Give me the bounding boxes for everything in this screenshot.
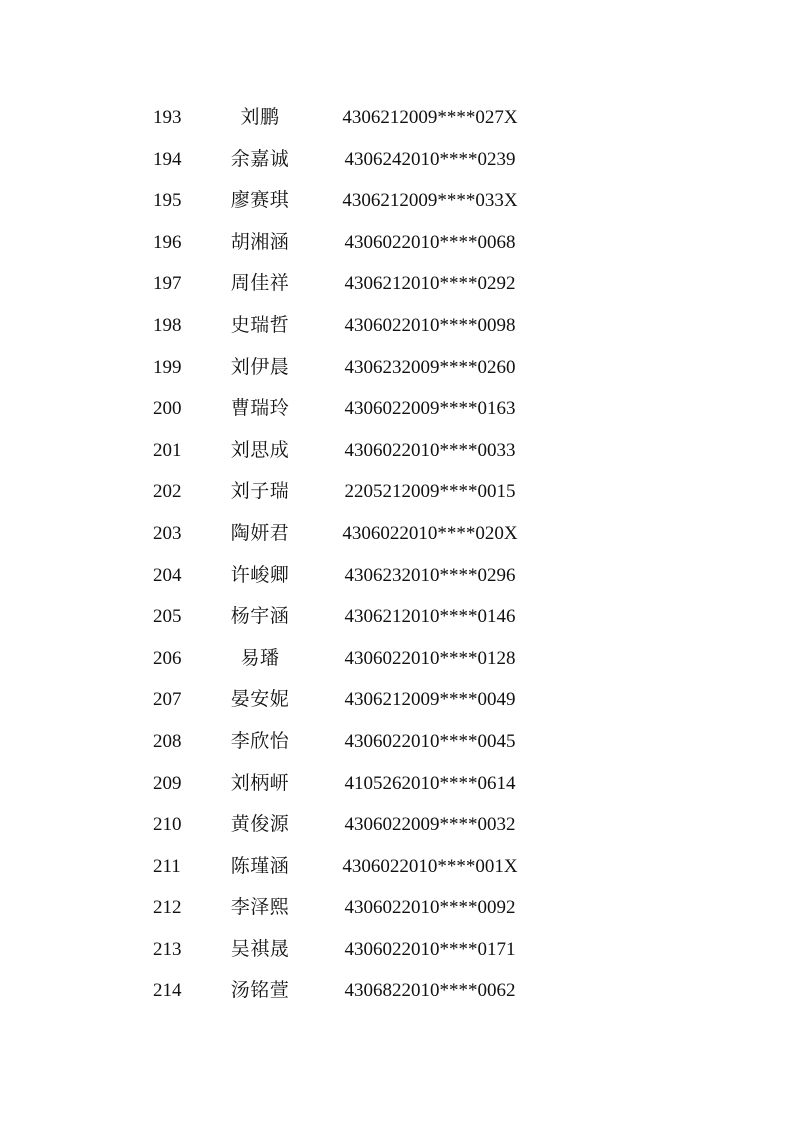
row-number: 211 xyxy=(153,855,181,877)
row-number: 194 xyxy=(153,148,182,170)
roster-row xyxy=(0,180,793,222)
roster-row xyxy=(0,638,793,680)
masked-id-number: 4306022010****0171 xyxy=(344,938,516,960)
roster-row xyxy=(0,970,793,1012)
row-number: 193 xyxy=(153,107,182,128)
roster-row xyxy=(0,596,793,638)
roster-row xyxy=(0,929,793,971)
student-name: 李欣怡 xyxy=(230,729,290,752)
masked-id-number: 4306232009****0260 xyxy=(344,356,516,378)
student-name: 廖赛琪 xyxy=(230,189,290,212)
masked-id-number: 4306022010****0033 xyxy=(344,439,516,461)
roster-row xyxy=(0,555,793,597)
row-number: 197 xyxy=(153,273,182,295)
row-number: 214 xyxy=(153,980,182,1002)
row-number: 199 xyxy=(153,356,182,378)
student-name: 史瑞哲 xyxy=(230,313,290,336)
roster-row xyxy=(0,347,793,389)
roster-row xyxy=(0,139,793,181)
student-name: 刘子瑞 xyxy=(230,480,290,503)
masked-id-number: 4306022010****0068 xyxy=(344,231,516,253)
row-number: 202 xyxy=(153,481,182,503)
student-name: 周佳祥 xyxy=(230,272,290,295)
roster-row xyxy=(0,763,793,805)
row-number: 208 xyxy=(153,730,182,752)
row-number: 196 xyxy=(153,231,182,253)
row-number: 203 xyxy=(153,522,182,544)
row-number: 209 xyxy=(153,772,182,794)
roster-row xyxy=(0,679,793,721)
student-name: 刘思成 xyxy=(230,438,290,461)
roster-row xyxy=(0,305,793,347)
masked-id-number: 4306022010****0092 xyxy=(344,897,516,919)
roster-row xyxy=(0,222,793,264)
student-name: 刘伊晨 xyxy=(230,355,290,378)
student-name: 易璠 xyxy=(240,646,280,669)
masked-id-number: 4105262010****0614 xyxy=(344,772,516,794)
roster-row xyxy=(0,513,793,555)
masked-id-number: 4306212010****0292 xyxy=(344,273,516,295)
masked-id-number: 4306022010****0098 xyxy=(344,314,516,336)
roster-row xyxy=(0,430,793,472)
student-name: 吴祺晟 xyxy=(230,937,290,960)
row-number: 195 xyxy=(153,190,182,212)
masked-id-number: 4306022010****0128 xyxy=(344,647,516,669)
roster-row xyxy=(0,471,793,513)
masked-id-number: 4306242010****0239 xyxy=(344,148,516,170)
masked-id-number: 4306212009****033X xyxy=(342,190,518,212)
roster-row xyxy=(0,804,793,846)
masked-id-number: 4306212009****027X xyxy=(342,107,518,128)
roster-row xyxy=(0,846,793,888)
row-number: 206 xyxy=(153,647,182,669)
row-number: 198 xyxy=(153,314,182,336)
student-name: 刘鹏 xyxy=(240,106,280,128)
student-name: 晏安妮 xyxy=(230,688,290,711)
student-name: 陶妍君 xyxy=(230,521,290,544)
row-number: 207 xyxy=(153,689,182,711)
student-name: 黄俊源 xyxy=(230,813,290,836)
student-name: 陈瑾涵 xyxy=(230,854,290,877)
roster-row xyxy=(0,97,793,139)
student-name: 许峻卿 xyxy=(230,563,290,586)
student-name: 李泽熙 xyxy=(230,896,290,919)
roster-row xyxy=(0,263,793,305)
masked-id-number: 4306022010****001X xyxy=(342,855,518,877)
student-name: 汤铭萱 xyxy=(230,979,290,1002)
row-number: 204 xyxy=(153,564,182,586)
masked-id-number: 4306022010****020X xyxy=(342,522,518,544)
masked-id-number: 4306212010****0146 xyxy=(344,606,516,628)
student-name: 曹瑞玲 xyxy=(230,397,290,420)
masked-id-number: 4306022010****0045 xyxy=(344,730,516,752)
student-name: 余嘉诚 xyxy=(230,147,290,170)
masked-id-number: 4306822010****0062 xyxy=(344,980,516,1002)
student-roster xyxy=(0,97,793,1012)
roster-row xyxy=(0,887,793,929)
masked-id-number: 4306212009****0049 xyxy=(344,689,516,711)
row-number: 210 xyxy=(153,814,182,836)
row-number: 200 xyxy=(153,398,182,420)
masked-id-number: 4306022009****0163 xyxy=(344,398,516,420)
student-name: 刘柄岍 xyxy=(230,771,290,794)
row-number: 212 xyxy=(153,897,182,919)
row-number: 205 xyxy=(153,606,182,628)
row-number: 213 xyxy=(153,938,182,960)
student-name: 胡湘涵 xyxy=(230,230,290,253)
masked-id-number: 2205212009****0015 xyxy=(344,481,516,503)
roster-row xyxy=(0,721,793,763)
student-name: 杨宇涵 xyxy=(230,605,290,628)
masked-id-number: 4306232010****0296 xyxy=(344,564,516,586)
masked-id-number: 4306022009****0032 xyxy=(344,814,516,836)
roster-row xyxy=(0,388,793,430)
row-number: 201 xyxy=(153,439,182,461)
